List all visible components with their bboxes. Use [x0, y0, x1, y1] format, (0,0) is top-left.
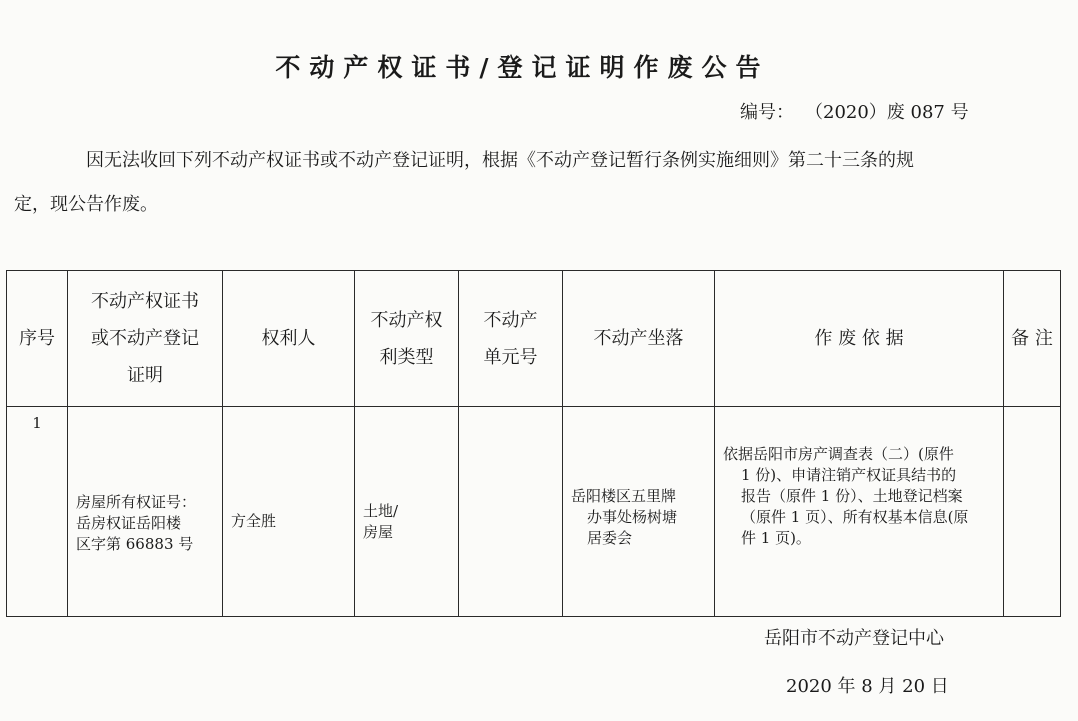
cell-certificate: [68, 407, 223, 617]
right-type-line: 房屋: [363, 522, 394, 541]
cell-unit-number: [459, 407, 563, 617]
header-unit-line: 不动产: [483, 309, 538, 331]
basis-line: 件 1 页)。: [741, 529, 811, 547]
notice-body-line-2: 定，现公告作废。: [14, 194, 158, 215]
basis-line: 报告（原件 1 份）、土地登记档案: [741, 487, 963, 505]
document-number: [740, 98, 969, 124]
basis-line: 1 份)、申请注销产权证具结书的: [741, 466, 957, 484]
header-right-type-line: 利类型: [379, 346, 434, 368]
header-basis: 作 废 依 据: [715, 271, 1004, 407]
header-remark: 备 注: [1004, 271, 1061, 407]
location-line: 居委会: [587, 529, 633, 547]
issuing-organization: 岳阳市不动产登记中心: [764, 628, 944, 649]
cell-basis: [715, 407, 1004, 617]
header-certificate: [68, 271, 223, 407]
notice-title: 不动产权证书/登记证明作废公告: [275, 53, 770, 82]
header-seq: 序号: [7, 271, 68, 407]
holder-name: 方全胜: [231, 512, 277, 530]
cell-right-type: [355, 407, 459, 617]
basis-line: （原件 1 页）、所有权基本信息(原: [741, 508, 969, 526]
header-holder: 权利人: [223, 271, 355, 407]
document-number-label: 编号：: [740, 102, 794, 123]
cell-seq: 1: [7, 407, 68, 617]
table-row: [7, 407, 1061, 617]
location-line: 办事处杨树塘: [587, 508, 678, 526]
certificate-line: 房屋所有权证号：: [76, 493, 197, 511]
header-right-type-line: 不动产权: [370, 309, 443, 331]
header-certificate-line: 或不动产登记: [91, 328, 199, 349]
void-certificate-table: [6, 270, 1061, 617]
header-location: 不动产坐落: [563, 271, 715, 407]
right-type-line: 土地/: [363, 501, 399, 520]
document-number-value: （2020）废 087 号: [814, 102, 969, 123]
cell-remark: [1004, 407, 1061, 617]
header-right-type: [355, 271, 459, 407]
location-line: 岳阳楼区五里牌: [571, 487, 677, 505]
cell-holder: [223, 407, 355, 617]
header-certificate-line: 不动产权证书: [91, 291, 199, 312]
issue-date: 2020 年 8 月 20 日: [786, 676, 949, 697]
header-certificate-line: 证明: [127, 365, 163, 386]
certificate-line: 岳房权证岳阳楼: [76, 514, 182, 532]
header-unit-line: 单元号: [483, 346, 538, 368]
table-header-row: [7, 271, 1061, 407]
header-unit-number: [459, 271, 563, 407]
notice-body-line-1: 因无法收回下列不动产权证书或不动产登记证明，根据《不动产登记暂行条例实施细则》第二十三条的规: [86, 150, 914, 171]
certificate-line: 区字第 66883 号: [76, 535, 194, 553]
basis-line: 依据岳阳市房产调查表（二）(原件: [723, 445, 954, 463]
cell-location: [563, 407, 715, 617]
